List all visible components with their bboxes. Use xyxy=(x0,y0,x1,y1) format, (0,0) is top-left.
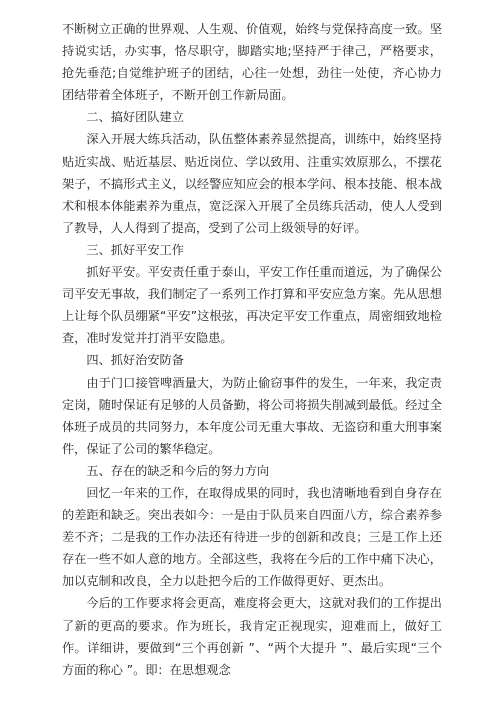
paragraph-future-requirements: 今后的工作要求将会更高，难度将会更大，这就对我们的工作提出了新的更高的要求。作为班长，我肯定正视现实，迎难而上，做好工作。详细讲，要做到“三个再创新 ”、“两个大提升 ”、最后实现“三个方面的称心 ”。即：在思想观念 xyxy=(62,596,442,677)
section-heading-3: 三、抓好平安工作 xyxy=(86,242,184,257)
paragraph-security: 由于门口接管啤酒量大，为防止偷窃事件的发生，一年来，我定责定岗，随时保证有足够的人员备勤，将公司将损失削减到最低。经过全体班子成员的共同努力，本年度公司无重大事故、无盗窃和重大刑事案件，保证了公司的繁华稳定。 xyxy=(62,375,442,456)
paragraph-1: 不断树立正确的世界观、人生观、价值观，始终与党保持高度一致。坚持说实话，办实事，恪尽职守，脚踏实地;坚持严于律己，严格要求，抢先垂范;自觉维护班子的团结，心往一处想，劲往一处使，齐心协力团结带着全体班子，不断开创工作新局面。 xyxy=(62,22,442,103)
section-heading-5: 五、存在的缺乏和今后的努力方向 xyxy=(86,463,270,478)
paragraph-team-building: 深入开展大练兵活动，队伍整体素养显然提高，训练中，始终坚持贴近实战、贴近基层、贴近岗位、学以致用、注重实效原那么，不摆花架子，不搞形式主义，以经警应知应会的根本学问、根本技能、根本战术和根本体能素养为重点，宽泛深入开展了全员练兵活动，使人人受到了教导，人人得到了提高，受到了公司上级领导的好评。 xyxy=(62,132,442,235)
paragraph-safety: 抓好平安。平安责任重于泰山，平安工作任重而道远，为了确保公司平安无事故，我们制定了一系列工作打算和平安应急方案。先从思想上让每个队员绷紧“平安”这根弦，再决定平安工作重点，周密细致地检查，准时发觉并打消平安隐患。 xyxy=(62,265,442,346)
section-heading-2: 二、搞好团队建立 xyxy=(86,110,184,125)
section-heading-4: 四、抓好治安防备 xyxy=(86,353,184,368)
paragraph-shortcomings: 回忆一年来的工作，在取得成果的同时，我也清晰地看到自身存在的差距和缺乏。突出表如今：一是由于队员来自四面八方，综合素养参差不齐；二是我的工作办法还有待进一步的创新和改良；三是工作上还存在一些不如人意的地方。全部这些，我将在今后的工作中痛下决心，加以克制和改良，全力以赴把今后的工作做得更好、更杰出。 xyxy=(62,485,442,589)
document-body xyxy=(62,18,442,681)
